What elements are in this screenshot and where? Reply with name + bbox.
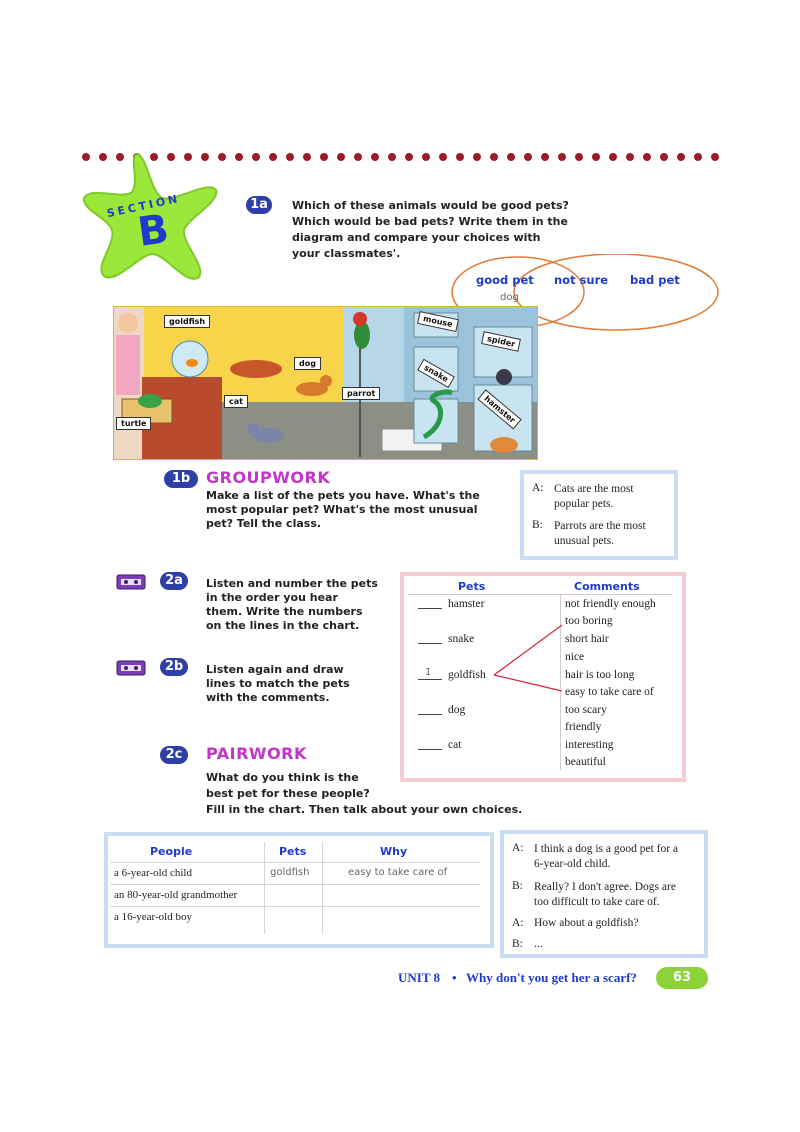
pets-column-header-2: Pets (279, 845, 307, 858)
pet-hamster: hamster (448, 598, 485, 610)
exercise-1b-badge: 1b (164, 470, 198, 488)
divider-dot (643, 153, 651, 161)
chart-header-rule (408, 594, 672, 595)
divider-dot (694, 153, 702, 161)
people-chart-hrule (110, 906, 480, 907)
instr-line: Fill in the chart. Then talk about your own choices. (206, 803, 523, 816)
comment-hair-is-too-long: hair is too long (565, 669, 635, 681)
instr-line: in the order you hear (206, 591, 338, 604)
scene-label-dog: dog (294, 357, 321, 370)
dialog-text: Cats are the most (554, 483, 634, 495)
page-number: 63 (656, 967, 708, 989)
person-cell: a 16-year-old boy (114, 911, 192, 923)
answer-line-cat[interactable] (418, 749, 442, 750)
dialog-speaker: A: (532, 482, 544, 494)
comment-nice: nice (565, 651, 585, 663)
pairwork-heading: PAIRWORK (206, 744, 307, 763)
dialog-text: Parrots are the most (554, 520, 646, 532)
scene-label-cat: cat (224, 395, 248, 408)
exercise-1a-instructions (292, 199, 612, 261)
dialog-text: I think a dog is a good pet for a (534, 843, 679, 855)
dialog-speaker: A: (512, 917, 524, 929)
exercise-1b-instructions (206, 489, 516, 531)
divider-dot (541, 153, 549, 161)
comment-friendly: friendly (565, 721, 602, 733)
dialog-text: Really? I don't agree. Dogs are (534, 881, 676, 893)
groupwork-heading: GROUPWORK (206, 468, 331, 487)
venn-example-answer[interactable]: dog (500, 292, 519, 303)
person-cell: a 6-year-old child (114, 867, 192, 879)
divider-dot (711, 153, 719, 161)
divider-dot (371, 153, 379, 161)
divider-dot (592, 153, 600, 161)
instr-line: with the comments. (206, 691, 330, 704)
footer-title: Why don't you get her a scarf? (466, 970, 637, 985)
people-chart-hrule (110, 884, 480, 885)
people-column-header: People (150, 845, 193, 858)
dialog-text: popular pets. (554, 498, 614, 510)
answer-line-hamster[interactable] (418, 608, 442, 609)
comment-beautiful: beautiful (565, 756, 606, 768)
people-chart-vrule (264, 842, 265, 934)
pet-goldfish: goldfish (448, 669, 486, 681)
dialog-line (554, 482, 634, 512)
divider-dot (439, 153, 447, 161)
scene-label-goldfish: goldfish (164, 315, 210, 328)
dialog-box-1b (520, 470, 678, 560)
divider-dot (677, 153, 685, 161)
dialog-speaker: B: (512, 938, 523, 950)
answer-line-snake[interactable] (418, 643, 442, 644)
footer-bullet: • (452, 970, 457, 985)
instr-line: most popular pet? What's the most unusual (206, 503, 478, 516)
comment-too-scary: too scary (565, 704, 607, 716)
dialog-speaker: B: (532, 519, 543, 531)
scene-label-snake: snake (417, 359, 455, 388)
scene-label-turtle: turtle (116, 417, 151, 430)
dialog-text: How about a goldfish? (534, 917, 639, 929)
venn-good-pet: good pet (476, 273, 534, 287)
section-label: SECTION (105, 191, 182, 221)
instr-line: pet? Tell the class. (206, 517, 322, 530)
instr-line: Which of these animals would be good pets? (292, 199, 569, 212)
exercise-2c-badge: 2c (160, 746, 188, 764)
divider-dot (286, 153, 294, 161)
instr-line: Listen and number the pets (206, 577, 378, 590)
divider-dot (269, 153, 277, 161)
exercise-2b-badge: 2b (160, 658, 188, 676)
divider-dot (490, 153, 498, 161)
comment-easy-to-take-care-of: easy to take care of (565, 686, 654, 698)
divider-dot (337, 153, 345, 161)
scene-label-mouse: mouse (417, 311, 459, 332)
cassette-icon[interactable] (116, 574, 146, 590)
pet-dog: dog (448, 704, 466, 716)
instr-line: them. Write the numbers (206, 605, 363, 618)
instr-line: best pet for these people? (206, 787, 370, 800)
divider-dot (405, 153, 413, 161)
exercise-2c-instructions (206, 771, 586, 817)
dialog-line (534, 842, 678, 872)
pets-column-header: Pets (458, 580, 486, 593)
pet-answer-cell[interactable]: goldfish (270, 867, 310, 878)
divider-dot (235, 153, 243, 161)
divider-dot (507, 153, 515, 161)
dialog-speaker: A: (512, 842, 524, 854)
divider-dot (388, 153, 396, 161)
why-answer-cell[interactable]: easy to take care of (348, 867, 448, 878)
divider-dot (660, 153, 668, 161)
dialog-text: ... (534, 938, 543, 950)
instr-line: What do you think is the (206, 771, 359, 784)
comment-short-hair: short hair (565, 633, 609, 645)
venn-bad-pet: bad pet (630, 273, 680, 287)
footer-unit: UNIT 8 (398, 970, 441, 985)
comment-interesting: interesting (565, 739, 614, 751)
instr-line: lines to match the pets (206, 677, 350, 690)
comments-column-header: Comments (574, 580, 640, 593)
divider-dot (524, 153, 532, 161)
scene-label-parrot: parrot (342, 387, 380, 400)
person-cell: an 80-year-old grandmother (114, 889, 238, 901)
exercise-1a-badge: 1a (246, 196, 272, 214)
instr-line: your classmates'. (292, 247, 401, 260)
scene-label-hamster: hamster (477, 389, 522, 429)
pet-shop-illustration (113, 306, 538, 460)
divider-dot (473, 153, 481, 161)
instr-line: Listen again and draw (206, 663, 344, 676)
dialog-text: 6-year-old child. (534, 858, 611, 870)
divider-dot (609, 153, 617, 161)
instr-line: Which would be bad pets? Write them in the (292, 215, 568, 228)
exercise-2b-instructions (206, 663, 396, 705)
divider-dot (354, 153, 362, 161)
people-chart-vrule (322, 842, 323, 934)
exercise-2a-instructions (206, 577, 396, 633)
divider-dot (626, 153, 634, 161)
divider-dot (422, 153, 430, 161)
dialog-box-2c (500, 830, 708, 958)
people-chart-hrule (110, 862, 480, 863)
pet-shop-drawing (114, 307, 537, 459)
divider-dot (320, 153, 328, 161)
dialog-speaker: B: (512, 880, 523, 892)
comment-too-boring: too boring (565, 615, 613, 627)
cassette-icon[interactable] (116, 660, 146, 676)
instr-line: on the lines in the chart. (206, 619, 360, 632)
dialog-text: unusual pets. (554, 535, 615, 547)
divider-dot (303, 153, 311, 161)
divider-dot (252, 153, 260, 161)
divider-dot (558, 153, 566, 161)
answer-line-dog[interactable] (418, 714, 442, 715)
goldfish-number: 1 (425, 667, 432, 678)
match-lines (490, 615, 570, 695)
answer-line-goldfish[interactable] (418, 679, 442, 680)
dialog-line (554, 519, 646, 549)
section-letter: B (134, 206, 172, 256)
dialog-line (534, 880, 676, 910)
why-column-header: Why (380, 845, 408, 858)
comment-not-friendly-enough: not friendly enough (565, 598, 656, 610)
exercise-2a-badge: 2a (160, 572, 188, 590)
divider-dot (456, 153, 464, 161)
dialog-text: too difficult to take care of. (534, 896, 660, 908)
pet-cat: cat (448, 739, 462, 751)
instr-line: Make a list of the pets you have. What's the (206, 489, 480, 502)
venn-not-sure: not sure (554, 273, 609, 287)
divider-dot (575, 153, 583, 161)
pet-snake: snake (448, 633, 475, 645)
scene-label-spider: spider (481, 331, 521, 352)
instr-line: diagram and compare your choices with (292, 231, 541, 244)
